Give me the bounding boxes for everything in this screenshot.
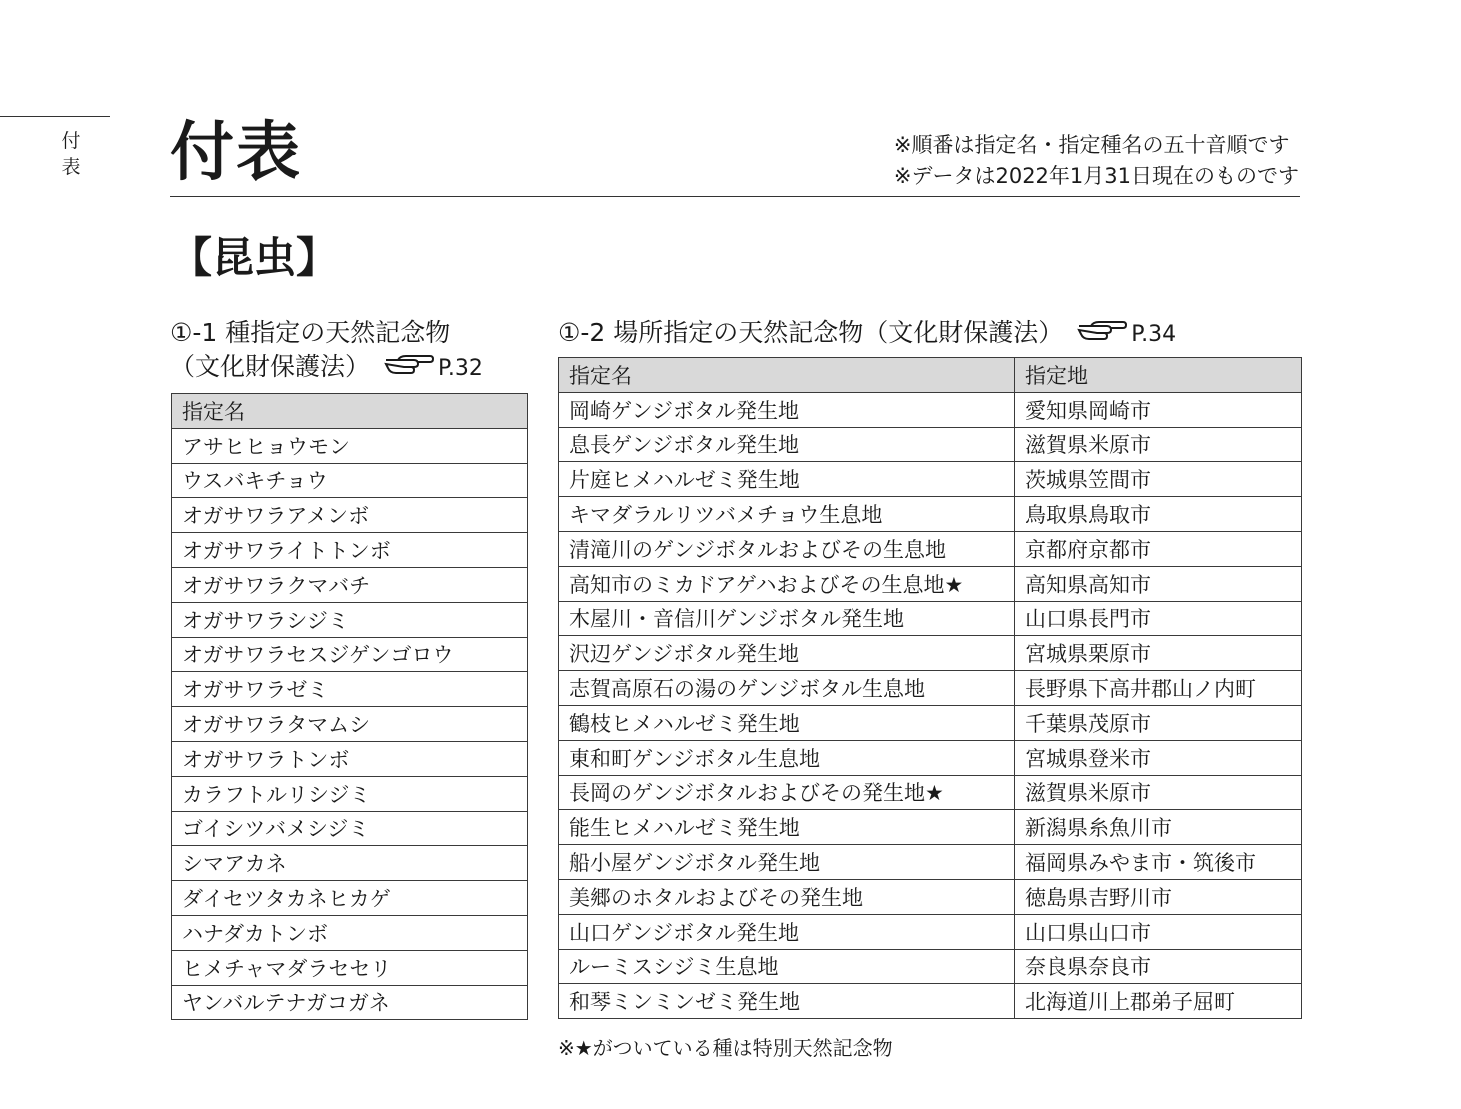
table-row <box>559 671 1302 706</box>
site-name-cell: 船小屋ゲンジボタル発生地 <box>559 845 1015 880</box>
location-cell: 新潟県糸魚川市 <box>1015 810 1302 845</box>
species-name-cell: オガサワライトトンボ <box>172 533 528 568</box>
column-header: 指定地 <box>1015 358 1302 393</box>
table1-heading <box>170 316 483 386</box>
table-row <box>559 636 1302 671</box>
location-cell: 山口県長門市 <box>1015 601 1302 636</box>
table-row <box>172 637 528 672</box>
species-name-cell: オガサワラトンボ <box>172 741 528 776</box>
title-rule <box>170 196 1300 197</box>
site-name-cell: ルーミスシジミ生息地 <box>559 949 1015 984</box>
site-name-cell: 山口ゲンジボタル発生地 <box>559 914 1015 949</box>
table-row <box>172 567 528 602</box>
column-header: 指定名 <box>172 394 528 429</box>
table-row <box>559 775 1302 810</box>
species-name-cell: オガサワラゼミ <box>172 672 528 707</box>
table-row <box>559 845 1302 880</box>
species-name-cell: オガサワラタマムシ <box>172 707 528 742</box>
location-table <box>558 357 1302 1019</box>
site-name-cell: 長岡のゲンジボタルおよびその発生地★ <box>559 775 1015 810</box>
location-cell: 高知県高知市 <box>1015 566 1302 601</box>
table-row <box>559 949 1302 984</box>
site-name-cell: 片庭ヒメハルゼミ発生地 <box>559 462 1015 497</box>
table-row <box>172 602 528 637</box>
site-name-cell: 高知市のミカドアゲハおよびその生息地★ <box>559 566 1015 601</box>
site-name-cell: 木屋川・音信川ゲンジボタル発生地 <box>559 601 1015 636</box>
table2-heading <box>558 316 1176 352</box>
site-name-cell: 和琴ミンミンゼミ発生地 <box>559 984 1015 1019</box>
site-name-cell: 鶴枝ヒメハルゼミ発生地 <box>559 705 1015 740</box>
location-cell: 京都府京都市 <box>1015 531 1302 566</box>
site-name-cell: 清滝川のゲンジボタルおよびその生息地 <box>559 531 1015 566</box>
table-row <box>559 740 1302 775</box>
species-name-cell: オガサワラクマバチ <box>172 567 528 602</box>
table-row <box>172 776 528 811</box>
table-row <box>559 392 1302 427</box>
site-name-cell: キマダラルリツバメチョウ生息地 <box>559 497 1015 532</box>
table-row <box>559 531 1302 566</box>
location-cell: 奈良県奈良市 <box>1015 949 1302 984</box>
site-name-cell: 沢辺ゲンジボタル発生地 <box>559 636 1015 671</box>
note-order: ※順番は指定名・指定種名の五十音順です <box>893 133 1290 157</box>
species-name-cell: オガサワラシジミ <box>172 602 528 637</box>
table1-page-ref: P.32 <box>438 356 483 381</box>
location-cell: 宮城県栗原市 <box>1015 636 1302 671</box>
species-name-cell: ヤンバルテナガコガネ <box>172 985 528 1020</box>
pointing-hand-icon <box>1077 317 1127 351</box>
table-row <box>559 879 1302 914</box>
table-header-row <box>172 394 528 429</box>
location-cell: 徳島県吉野川市 <box>1015 879 1302 914</box>
table-row <box>172 533 528 568</box>
species-name-cell: オガサワラセスジゲンゴロウ <box>172 637 528 672</box>
table-row <box>559 462 1302 497</box>
table-row <box>172 881 528 916</box>
note-date: ※データは2022年1月31日現在のものです <box>893 164 1299 188</box>
table-row <box>172 672 528 707</box>
table-row <box>559 705 1302 740</box>
footnote: ※★がついている種は特別天然記念物 <box>558 1036 893 1060</box>
site-name-cell: 息長ゲンジボタル発生地 <box>559 427 1015 462</box>
site-name-cell: 志賀高原石の湯のゲンジボタル生息地 <box>559 671 1015 706</box>
table-row <box>172 707 528 742</box>
section-heading: 【昆虫】 <box>170 233 339 282</box>
site-name-cell: 能生ヒメハルゼミ発生地 <box>559 810 1015 845</box>
pointing-hand-icon <box>384 351 434 385</box>
table1-heading-line1: ①-1 種指定の天然記念物 <box>170 318 451 347</box>
table-row <box>559 810 1302 845</box>
table-row <box>559 566 1302 601</box>
location-cell: 鳥取県鳥取市 <box>1015 497 1302 532</box>
species-name-cell: カラフトルリシジミ <box>172 776 528 811</box>
site-name-cell: 岡崎ゲンジボタル発生地 <box>559 392 1015 427</box>
species-name-cell: ハナダカトンボ <box>172 915 528 950</box>
table1-heading-law: （文化財保護法） <box>170 352 371 381</box>
location-cell: 長野県下高井郡山ノ内町 <box>1015 671 1302 706</box>
table2-page-ref: P.34 <box>1131 322 1177 347</box>
species-name-cell: ダイセツタカネヒカゲ <box>172 881 528 916</box>
location-cell: 茨城県笠間市 <box>1015 462 1302 497</box>
species-name-cell: ウスバキチョウ <box>172 463 528 498</box>
table1-heading-line2 <box>170 350 483 386</box>
table-header-row <box>559 358 1302 393</box>
location-cell: 福岡県みやま市・筑後市 <box>1015 845 1302 880</box>
table-row <box>559 497 1302 532</box>
species-table <box>171 393 528 1020</box>
table-row <box>172 428 528 463</box>
table-row <box>172 985 528 1020</box>
location-cell: 愛知県岡崎市 <box>1015 392 1302 427</box>
column-header: 指定名 <box>559 358 1015 393</box>
table-row <box>172 811 528 846</box>
table-row <box>559 984 1302 1019</box>
location-cell: 滋賀県米原市 <box>1015 427 1302 462</box>
species-name-cell: アサヒヒョウモン <box>172 428 528 463</box>
table-row <box>172 846 528 881</box>
table-row <box>559 427 1302 462</box>
side-rule <box>0 116 110 117</box>
page-title: 付表 <box>170 116 302 190</box>
table-row <box>172 741 528 776</box>
table-row <box>172 463 528 498</box>
site-name-cell: 美郷のホタルおよびその発生地 <box>559 879 1015 914</box>
table-row <box>172 950 528 985</box>
location-cell: 北海道川上郡弟子屈町 <box>1015 984 1302 1019</box>
location-cell: 滋賀県米原市 <box>1015 775 1302 810</box>
table-row <box>172 915 528 950</box>
side-tab-label: 付表 <box>61 130 81 178</box>
species-name-cell: ゴイシツバメシジミ <box>172 811 528 846</box>
species-name-cell: ヒメチャマダラセセリ <box>172 950 528 985</box>
location-cell: 宮城県登米市 <box>1015 740 1302 775</box>
location-cell: 千葉県茂原市 <box>1015 705 1302 740</box>
table2-heading-text: ①-2 場所指定の天然記念物（文化財保護法） <box>558 318 1064 347</box>
location-cell: 山口県山口市 <box>1015 914 1302 949</box>
notes <box>894 130 1299 192</box>
species-name-cell: シマアカネ <box>172 846 528 881</box>
site-name-cell: 東和町ゲンジボタル生息地 <box>559 740 1015 775</box>
table-row <box>559 601 1302 636</box>
table-row <box>172 498 528 533</box>
table-row <box>559 914 1302 949</box>
species-name-cell: オガサワラアメンボ <box>172 498 528 533</box>
